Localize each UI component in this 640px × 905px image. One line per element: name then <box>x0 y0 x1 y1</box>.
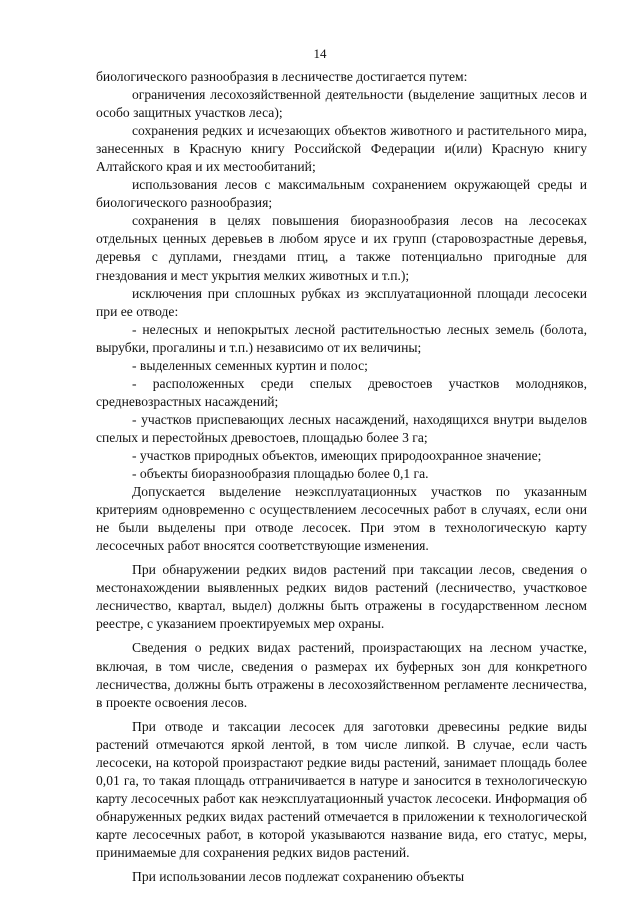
document-body <box>96 68 587 886</box>
paragraph-12: Допускается выделение неэксплуатационных участков по указанным критериям одновременно с осуществлением лесосечных работ в случаях, если они не были выделены при отводе лесосек. При этом в технологическую карту лесосечных работ вносятся соответствующие изменения. <box>96 484 587 554</box>
paragraph-10: - участков природных объектов, имеющих природоохранное значение; <box>132 447 542 463</box>
paragraph-13: При обнаружении редких видов растений при таксации лесов, сведения о местонахождении выявленных редких видов растений (лесничество, участковое лесничество, квартал, выдел) должны быть отражены в государственном лесном реестре, с указанием проектируемых мер охраны. <box>96 562 587 632</box>
paragraph-9: - участков приспевающих лесных насаждений, находящихся внутри выделов спелых и перестойных древостоев, площадью более 3 га; <box>96 411 587 445</box>
paragraph-3: использования лесов с максимальным сохранением окружающей среды и биологического разнообразия; <box>96 177 587 211</box>
paragraph-4: сохранения в целях повышения биоразнообразия лесов на лесосеках отдельных ценных деревьев в любом ярусе и их групп (старовозрастные деревья, деревья с дуплами, гнездами птиц, а также потенциально пригодные для гнездования и мест укрытия мелких животных и т.п.); <box>96 213 587 283</box>
paragraph-14: Сведения о редких видах растений, произрастающих на лесном участке, включая, в том числе, сведения о размерах их буферных зон для конкретного лесничества, должны быть отражены в лесохозяйственном регламенте лесничества, в проекте освоения лесов. <box>96 640 587 710</box>
paragraph-0: биологического разнообразия в лесничестве достигается путем: <box>96 69 468 84</box>
paragraph-8: - расположенных среди спелых древостоев участков молодняков, средневозрастных насаждений; <box>96 375 587 409</box>
paragraph-5: исключения при сплошных рубках из эксплуатационной площади лесосеки при ее отводе: <box>96 285 587 319</box>
paragraph-15: При отводе и таксации лесосек для заготовки древесины редкие виды растений отмечаются яркой лентой, в том числе липкой. В случае, если часть лесосеки, на которой произрастают редкие виды растений, занимает площадь более 0,01 га, то такая площадь отграничивается в натуре и заносится в технологическую карту лесосечных работ как неэксплуатационный участок лесосеки. Информация об обнаруженных редких видах растений отмечается в приложении к технологической карте лесосечных работ, в которой указываются название вида, его статус, меры, принимаемые для сохранения редких видов растений. <box>96 718 587 860</box>
paragraph-7: - выделенных семенных куртин и полос; <box>132 357 368 373</box>
page-number: 14 <box>313 46 327 61</box>
paragraph-6: - нелесных и непокрытых лесной растительностью лесных земель (болота, вырубки, прогалины и т.п.) независимо от их величины; <box>96 321 587 355</box>
paragraph-2: сохранения редких и исчезающих объектов животного и растительного мира, занесенных в Красную книгу Российской Федерации и(или) Красную книгу Алтайского края и их местообитаний; <box>96 123 587 175</box>
paragraph-1: ограничения лесохозяйственной деятельности (выделение защитных лесов и особо защитных участков леса); <box>96 87 587 121</box>
paragraph-16: При использовании лесов подлежат сохранению объекты <box>132 869 465 885</box>
paragraph-11: - объекты биоразнообразия площадью более 0,1 га. <box>132 466 429 482</box>
